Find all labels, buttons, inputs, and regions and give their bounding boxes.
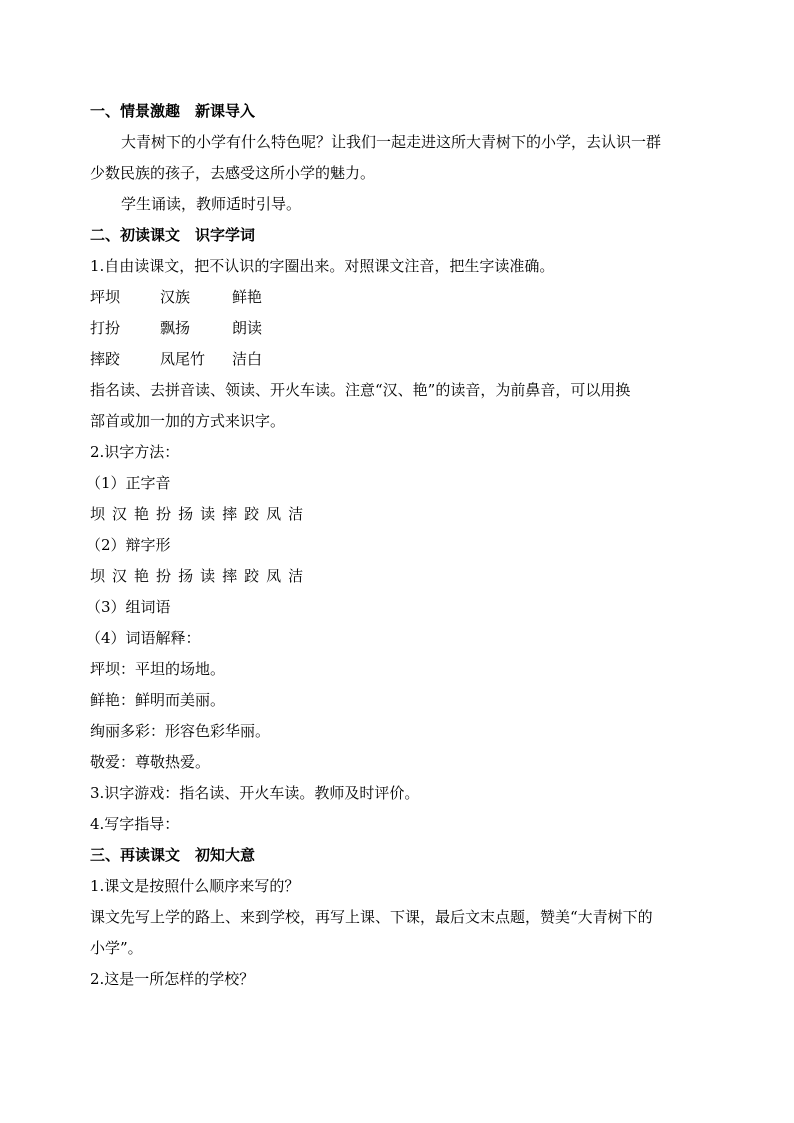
char: 坝 — [90, 567, 106, 585]
step-2: 2.识字方法： — [90, 443, 180, 461]
word-row-2 — [90, 313, 710, 344]
document-body — [86, 96, 710, 995]
char: 读 — [200, 505, 216, 523]
definition-item: 坪坝：平坦的场地。 — [90, 660, 226, 678]
step-3: 3.识字游戏：指名读、开火车读。教师及时评价。 — [90, 784, 420, 802]
word: 朗读 — [232, 319, 263, 337]
char-row-1 — [90, 499, 710, 530]
word: 凤尾竹 — [160, 350, 206, 368]
definition-item: 敬爱：尊敬热爱。 — [90, 753, 211, 771]
char: 坝 — [90, 505, 106, 523]
step-4: 4.写字指导： — [90, 815, 180, 833]
question-1: 1.课文是按照什么顺序来写的？ — [90, 877, 300, 895]
answer-1-line-1: 课文先写上学的路上、来到学校，再写上课、下课，最后文末点题，赞美“大青树下的 — [90, 908, 653, 926]
sub-item-4: （4）词语解释： — [86, 629, 201, 647]
char: 扮 — [156, 567, 172, 585]
word: 鲜艳 — [232, 288, 263, 306]
intro-paragraph-line-1: 大青树下的小学有什么特色呢？让我们一起走进这所大青树下的小学，去认识一群 — [121, 133, 662, 151]
sub-item-3: （3）组词语 — [86, 598, 171, 616]
char: 摔 — [222, 567, 238, 585]
intro-paragraph-line-2: 少数民族的孩子，去感受这所小学的魅力。 — [90, 164, 376, 182]
word: 坪坝 — [90, 288, 121, 306]
word-row-1 — [90, 282, 710, 313]
char: 扮 — [156, 505, 172, 523]
char: 扬 — [178, 567, 194, 585]
question-2: 2.这是一所怎样的学校？ — [90, 970, 255, 988]
reading-note-line-2: 部首或加一加的方式来识字。 — [90, 412, 286, 430]
sub-item-1: （1）正字音 — [86, 474, 171, 492]
word: 打扮 — [90, 319, 121, 337]
char: 艳 — [134, 505, 150, 523]
word: 摔跤 — [90, 350, 121, 368]
char: 洁 — [288, 505, 304, 523]
char: 扬 — [178, 505, 194, 523]
definition-item: 鲜艳：鲜明而美丽。 — [90, 691, 226, 709]
char: 凤 — [266, 505, 282, 523]
char: 汉 — [112, 505, 128, 523]
intro-paragraph-2: 学生诵读，教师适时引导。 — [121, 195, 302, 213]
section-heading-2: 二、初读课文 识字学词 — [90, 226, 256, 244]
char: 跤 — [244, 505, 260, 523]
reading-note-line-1: 指名读、去拼音读、领读、开火车读。注意“汉、艳”的读音，为前鼻音，可以用换 — [90, 381, 631, 399]
char: 艳 — [134, 567, 150, 585]
char: 读 — [200, 567, 216, 585]
char: 凤 — [266, 567, 282, 585]
char: 洁 — [288, 567, 304, 585]
char: 摔 — [222, 505, 238, 523]
sub-item-2: （2）辩字形 — [86, 536, 171, 554]
section-heading-1: 一、情景激趣 新课导入 — [90, 102, 256, 120]
char-row-2 — [90, 561, 710, 592]
definition-item: 绚丽多彩：形容色彩华丽。 — [90, 722, 271, 740]
word: 洁白 — [232, 350, 263, 368]
char: 汉 — [112, 567, 128, 585]
word: 飘扬 — [160, 319, 191, 337]
section-heading-3: 三、再读课文 初知大意 — [90, 846, 256, 864]
answer-1-line-2: 小学”。 — [90, 939, 143, 957]
word: 汉族 — [160, 288, 191, 306]
step-1: 1.自由读课文，把不认识的字圈出来。对照课文注音，把生字读准确。 — [90, 257, 555, 275]
word-row-3 — [90, 344, 710, 375]
char: 跤 — [244, 567, 260, 585]
